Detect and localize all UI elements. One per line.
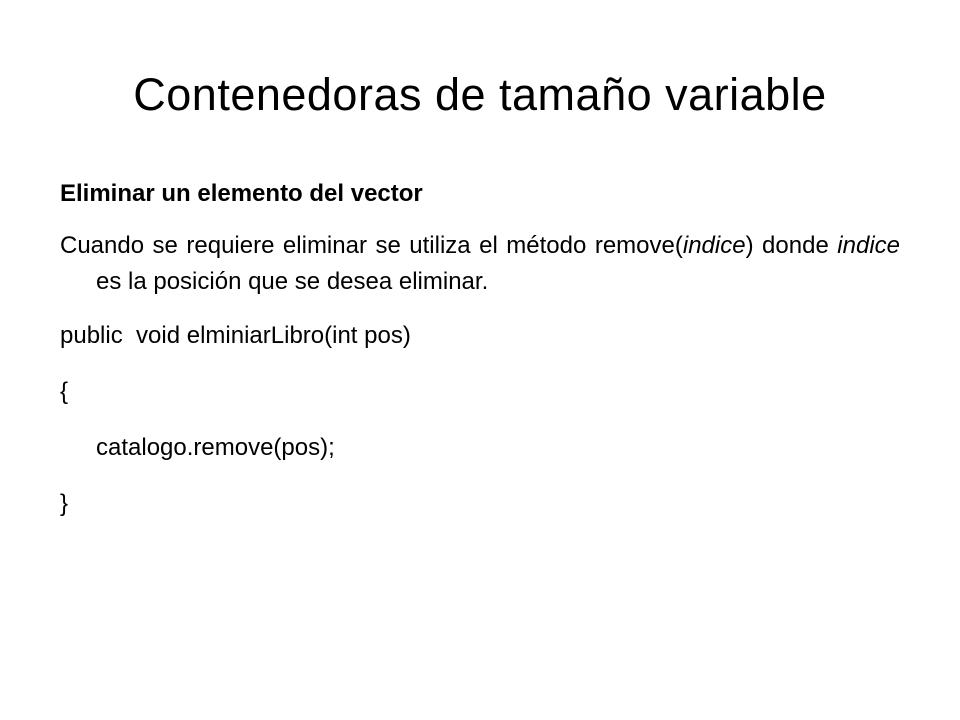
slide-body bbox=[60, 176, 900, 542]
code-close-brace: } bbox=[60, 490, 69, 517]
paragraph-text-3: es la posición que se desea eliminar. bbox=[96, 268, 489, 295]
code-signature: public void elminiarLibro(int pos) bbox=[60, 322, 411, 349]
slide-title: Contenedoras de tamaño variable bbox=[133, 69, 827, 120]
paragraph-text-1: Cuando se requiere eliminar se utiliza el método remove( bbox=[60, 232, 683, 259]
code-statement: catalogo.remove(pos); bbox=[96, 434, 335, 461]
section-heading: Eliminar un elemento del vector bbox=[60, 180, 423, 207]
code-open-brace: { bbox=[60, 378, 69, 405]
paragraph-italic-2: indice bbox=[837, 232, 901, 259]
paragraph-text-2: ) donde bbox=[745, 232, 838, 259]
paragraph-italic-1: indice bbox=[682, 232, 746, 259]
description-paragraph bbox=[60, 228, 900, 300]
